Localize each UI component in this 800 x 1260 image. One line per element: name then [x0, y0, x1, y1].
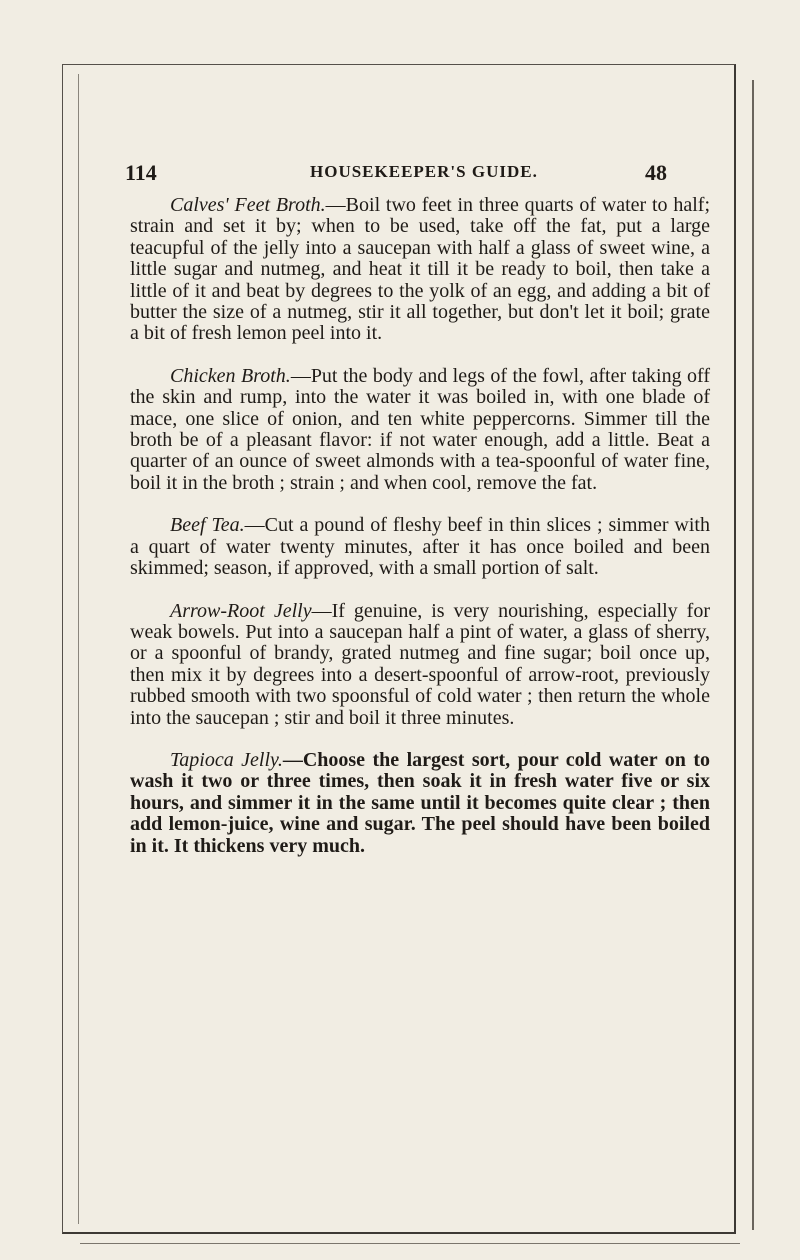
recipe-body: —Choose the largest sort, pour cold water on to wash it two or three times, then soak it in fresh water five or six hours, and simmer it in the same until it becomes quite clear ; then add lemon-juice, wine and sugar. The peel should have been boiled in it. It thickens very much. [130, 748, 710, 857]
inner-border-left [78, 74, 79, 1224]
recipe-body: —Boil two feet in three quarts of water to half; strain and set it by; when to be used, take off the fat, put a large teacupful of the jelly into a saucepan with half a glass of sweet wine, a little sugar and nutmeg, and heat it till it be ready to boil, then take a little of it and beat by degrees to the yolk of an egg, and adding a bit of butter the size of a nutmeg, stir it all together, but don't let it boil; grate a bit of fresh lemon peel into it. [130, 194, 711, 345]
recipe-tapioca-jelly [130, 750, 710, 857]
recipe-title: Beef Tea. [170, 514, 245, 537]
bottom-border [80, 1243, 740, 1244]
recipe-body: —If genuine, is very nourishing, especially for weak bowels. Put into a saucepan half a pint of water, a glass of sherry, or a spoonful of brandy, grated nutmeg and fine sugar; boil once up, then mix it by degrees into a desert-spoonful of arrow-root, previously rubbed smooth with two spoonsful of cold water ; then return the whole into the saucepan ; stir and boil it three minutes. [130, 599, 710, 729]
inner-border-right [752, 80, 754, 1230]
recipe-title: Arrow-Root Jelly [170, 599, 312, 622]
page-number: 114 [125, 160, 157, 185]
recipe-calves-feet-broth [130, 195, 710, 345]
page-header [125, 160, 707, 190]
running-title: HOUSEKEEPER'S GUIDE. [310, 162, 538, 181]
recipe-title: Chicken Broth. [170, 364, 291, 387]
recipe-arrow-root-jelly [130, 601, 710, 729]
recipe-text [130, 195, 710, 878]
recipe-beef-tea [130, 515, 710, 579]
recipe-chicken-broth [130, 366, 710, 494]
recipe-title: Calves' Feet Broth. [170, 194, 326, 216]
signature-number: 48 [645, 160, 667, 185]
recipe-title: Tapioca Jelly. [170, 748, 283, 771]
recipe-body: —Cut a pound of fleshy beef in thin slices ; simmer with a quart of water twenty minutes, after it has once boiled and been skimmed; season, if approved, with a small portion of salt. [130, 514, 710, 580]
recipe-body: —Put the body and legs of the fowl, after taking off the skin and rump, into the water it was boiled in, with one blade of mace, one slice of onion, and ten white peppercorns. Simmer till the broth be of a pleasant flavor: if not water enough, add a little. Beat a quarter of an ounce of sweet almonds with a tea-spoonful of water fine, boil it in the broth ; strain ; and when cool, remove the fat. [130, 364, 710, 494]
